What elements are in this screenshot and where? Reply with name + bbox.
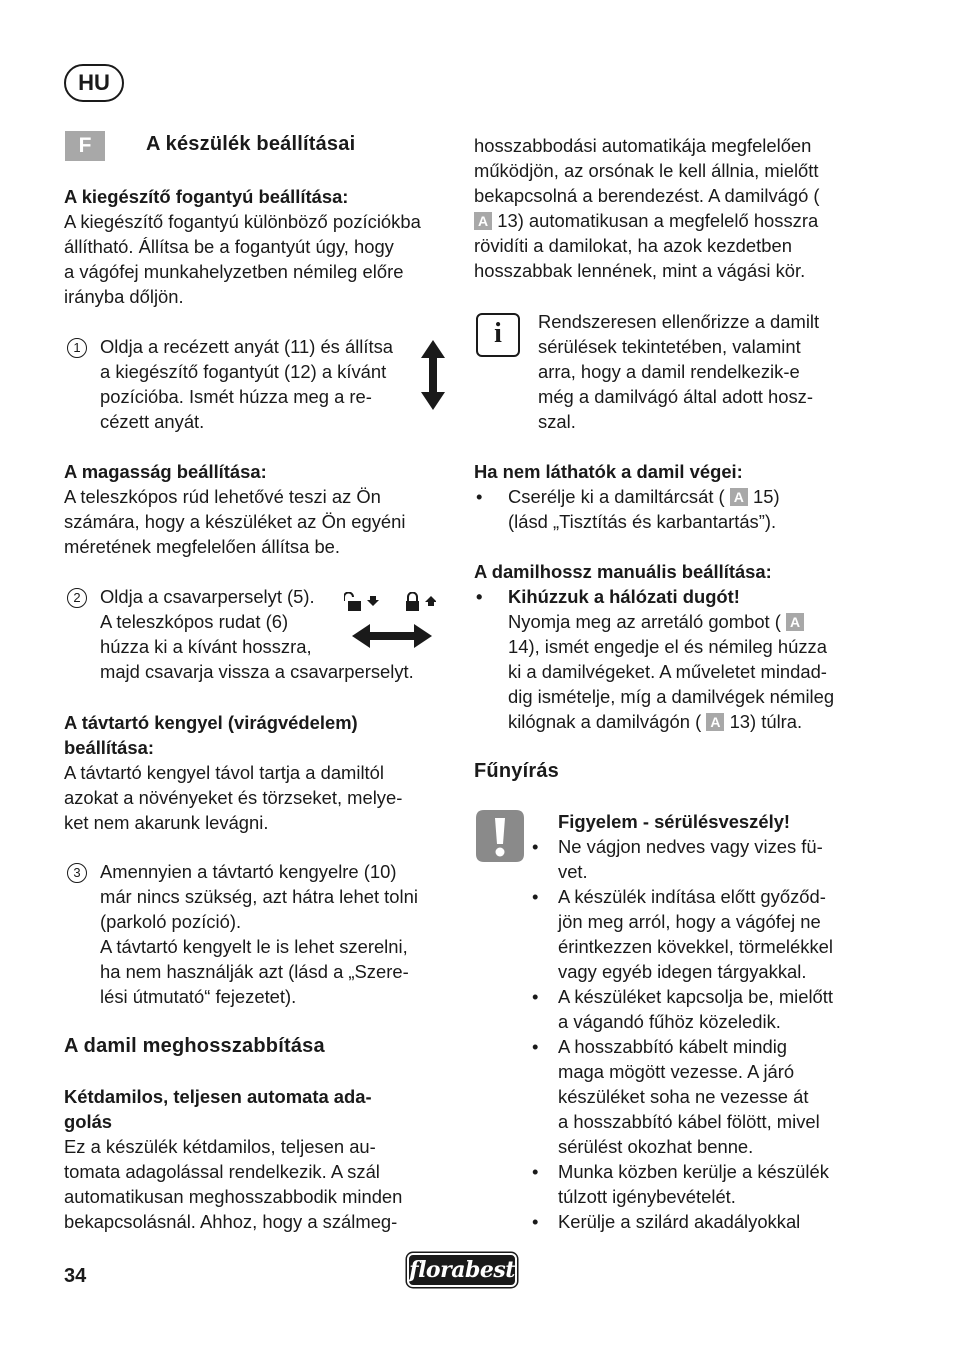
mowing-bullet-item: • Ne vágjon nedves vagy vizes fü- vet. bbox=[532, 836, 823, 882]
step-number-1: 1 bbox=[67, 338, 87, 358]
step-number-2: 2 bbox=[67, 588, 87, 608]
bullet: • bbox=[476, 586, 483, 607]
line-ext-block: Kétdamilos, teljesen automata ada- golás Ez a készülék kétdamilos, teljesen au- tomata adagolással rendelkezik. A szál automatikusan meghosszabbodik minden bekapcsolásnál. Ahhoz, hogy a szálmeg- bbox=[64, 1086, 403, 1232]
step1-text: Oldja a recézett anyát (11) és állítsa a kiegészítő fogantyút (12) a kívánt pozícióba. Ismét húzza meg a re- cézett anyát. bbox=[100, 336, 394, 432]
mowing-warn-heading: Figyelem - sérülésveszély! bbox=[558, 811, 791, 832]
mowing-bullet-item: • A készüléket kapcsolja be, mielőtt a vágandó fűhöz közeledik. bbox=[532, 986, 833, 1032]
info-icon: i bbox=[476, 313, 520, 357]
manual-block: A damilhossz manuális beállítása: • Kihúzzuk a hálózati dugót! Nyomja meg az arretáló gombot ( A 14), ismét engedje el és némileg húzza ki a damilvégeket. A műveletet mindad- dig ismételje, míg a damilvégek némileg kilógnak a damilvágón ( A 13) túlra. bbox=[474, 561, 835, 732]
aux-handle-heading: A kiegészítő fogantyú beállítása: bbox=[64, 186, 349, 207]
mowing-bullet-item: • Munka közben kerülje a készülék túlzott igénybevételét. bbox=[532, 1161, 829, 1207]
aux-handle-line: A kiegészítő fogantyú különböző pozíciókba bbox=[64, 211, 421, 232]
ref-tag-a: A bbox=[786, 613, 804, 631]
mowing-bullet-item: • A hosszabbító kábelt mindig maga mögött vezesse. A járó készüléket soha ne vezesse át a hosszabbító kábel fölött, mivel sérülést okozhat benne. bbox=[532, 1036, 820, 1157]
mowing-title: Fűnyírás bbox=[474, 760, 559, 782]
mowing-bullets bbox=[524, 834, 868, 1234]
mowing-bullet-item: • A készülék indítása előtt győződ- jön meg arról, hogy a vágófej ne érintkezzen kövekkel, törmelékkel vagy egyéb idegen tárgyakkal. bbox=[532, 886, 833, 982]
section-badge: F bbox=[65, 131, 105, 161]
aux-handle-line: irányba dőljön. bbox=[64, 286, 184, 307]
language-badge: HU bbox=[64, 64, 124, 102]
mowing-bullet-item: • Kerülje a szilárd akadályokkal bbox=[532, 1211, 801, 1232]
brand-logo: florabest bbox=[407, 1253, 517, 1287]
aux-handle-line: állítható. Állítsa be a fogantyút úgy, hogy bbox=[64, 236, 394, 257]
lock-unlock-arrows-icon bbox=[344, 592, 436, 650]
up-down-arrow-icon bbox=[421, 340, 445, 410]
section-title: A készülék beállításai bbox=[146, 133, 356, 155]
ref-tag-a: A bbox=[706, 713, 724, 731]
ref-tag-a: A bbox=[730, 488, 748, 506]
page-number: 34 bbox=[64, 1265, 87, 1287]
step3-text: Amennyien a távtartó kengyelre (10) már nincs szükség, azt hátra lehet tolni (parkoló pozíció). A távtartó kengyelt le is lehet szerelni, ha nem használják azt (lásd a „Szere- lési útmutató“ fejezetet). bbox=[100, 861, 418, 1007]
step-number-3: 3 bbox=[67, 863, 87, 883]
not-visible-block: Ha nem láthatók a damil végei: • Cserélje ki a damiltárcsát ( A 15) (lásd „Tisztítás és karbantartás”). bbox=[474, 461, 780, 532]
line-ext-title: A damil meghosszabbítása bbox=[64, 1035, 325, 1057]
aux-handle-block bbox=[64, 184, 448, 309]
spacer-block: A távtartó kengyel (virágvédelem) beállítása: A távtartó kengyel távol tartja a damiltól azokat a növényeket és törzseket, melye- ket nem akarunk levágni. bbox=[64, 712, 403, 833]
height-heading: A magasság beállítása: bbox=[64, 461, 267, 482]
height-block: A magasság beállítása: A teleszkópos rúd lehetővé teszi az Ön számára, hogy a készüléket az Ön egyéni méretének megfelelően állítsa be. bbox=[64, 459, 448, 559]
bullet: • bbox=[476, 486, 483, 507]
step2-text: Oldja a csavarperselyt (5). A teleszkópos rudat (6) húzza ki a kívánt hosszra, majd csavarja vissza a csavarperselyt. bbox=[100, 586, 414, 682]
aux-handle-line: a vágófej munkahelyzetben némileg előre bbox=[64, 261, 404, 282]
ref-tag-a: A bbox=[474, 212, 492, 230]
info-text: Rendszeresen ellenőrizze a damilt sérülések tekintetében, valamint arra, hogy a damil rendelkezik-e még a damilvágó által adott hosz- szal. bbox=[538, 311, 820, 432]
warning-icon bbox=[474, 808, 526, 864]
continuation-block: hosszabbodási automatikája megfelelően működjön, az orsónak le kell állnia, mielőtt bekapcsolná a berendezést. A damilvágó ( A 13) automatikusan a megfelelő hosszra rövidíti a damilokat, ha azok kezdetben hosszabbak lennének, mint a vágási kör. bbox=[474, 135, 820, 281]
